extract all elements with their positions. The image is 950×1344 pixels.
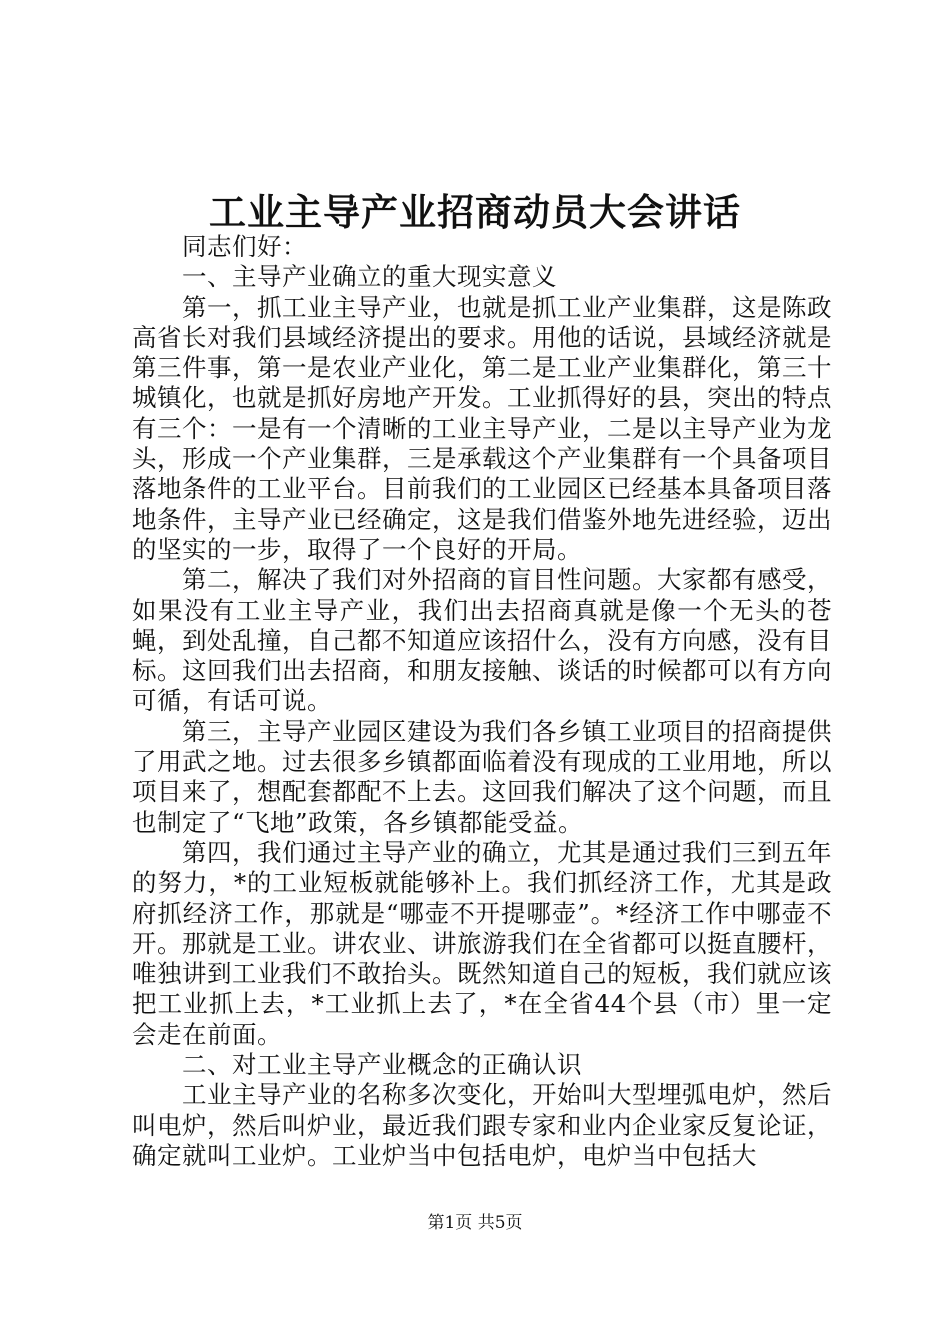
greeting-line: 同志们好： <box>182 232 307 261</box>
paragraph-3: 第三，主导产业园区建设为我们各乡镇工业项目的招商提供了用武之地。过去很多乡镇都面临着没有现成的工业用地，所以项目来了，想配套都配不上去。这回我们解决了这个问题，而且也制定了“飞地”政策，各乡镇都能受益。 <box>132 716 832 837</box>
paragraph-1: 第一，抓工业主导产业，也就是抓工业产业集群，这是陈政高省长对我们县域经济提出的要求。用他的话说，县域经济就是第三件事，第一是农业产业化，第二是工业产业集群化，第三十城镇化，也就是抓好房地产开发。工业抓得好的县，突出的特点有三个：一是有一个清晰的工业主导产业，二是以主导产业为龙头，形成一个产业集群，三是承载这个产业集群有一个具备项目落地条件的工业平台。目前我们的工业园区已经基本具备项目落地条件，主导产业已经确定，这是我们借鉴外地先进经验，迈出的坚实的一步，取得了一个良好的开局。 <box>132 292 832 564</box>
paragraph-2: 第二，解决了我们对外招商的盲目性问题。大家都有感受，如果没有工业主导产业，我们出去招商真就是像一个无头的苍蝇，到处乱撞，自己都不知道应该招什么，没有方向感，没有目标。这回我们出去招商，和朋友接触、谈话的时候都可以有方向可循，有话可说。 <box>132 565 832 716</box>
paragraph-5: 工业主导产业的名称多次变化，开始叫大型埋弧电炉，然后叫电炉，然后叫炉业，最近我们跟专家和业内企业家反复论证，确定就叫工业炉。工业炉当中包括电炉，电炉当中包括大 <box>132 1080 832 1170</box>
document-body <box>132 232 832 1171</box>
section-heading-2: 二、对工业主导产业概念的正确认识 <box>182 1050 582 1080</box>
paragraph-4: 第四，我们通过主导产业的确立，尤其是通过我们三到五年的努力，*的工业短板就能够补上。我们抓经济工作，尤其是政府抓经济工作，那就是“哪壶不开提哪壶”。*经济工作中哪壶不开。那就是工业。讲农业、讲旅游我们在全省都可以挺直腰杆，唯独讲到工业我们不敢抬头。既然知道自己的短板，我们就应该把工业抓上去，*工业抓上去了，*在全省44个县（市）里一定会走在前面。 <box>132 837 832 1049</box>
section-heading-1: 一、主导产业确立的重大现实意义 <box>182 262 557 292</box>
document-title: 工业主导产业招商动员大会讲话 <box>209 190 741 234</box>
page-footer: 第1页 共5页 <box>427 1213 523 1233</box>
